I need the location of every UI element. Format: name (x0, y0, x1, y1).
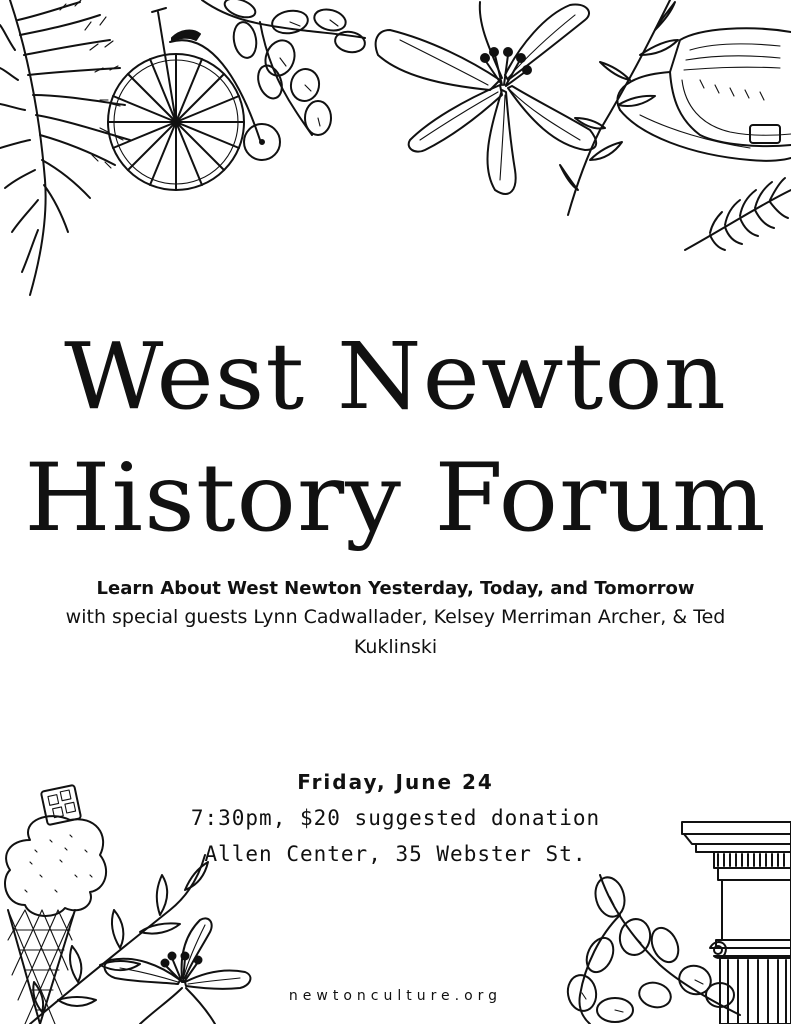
website-link[interactable]: newtonculture.org (288, 988, 503, 1004)
leaf-branch-icon (20, 850, 220, 1024)
straw-hat-icon (610, 20, 791, 190)
greek-column-icon (680, 818, 791, 1024)
eucalyptus-branch-icon (200, 0, 370, 150)
event-location: Allen Center, 35 Webster St. (204, 842, 587, 866)
poster-title-line-1: West Newton (64, 323, 727, 430)
event-date: Friday, June 24 (297, 770, 494, 794)
special-guests-text: with special guests Lynn Cadwallader, Kelsey Merriman Archer, & Ted Kuklinski (65, 606, 726, 658)
poster-subtitle: Learn About West Newton Yesterday, Today, and Tomorrow (96, 578, 695, 599)
poster-title-line-2: History Forum (24, 444, 767, 553)
event-time-and-price: 7:30pm, $20 suggested donation (190, 806, 601, 830)
fern-icon (680, 170, 791, 260)
